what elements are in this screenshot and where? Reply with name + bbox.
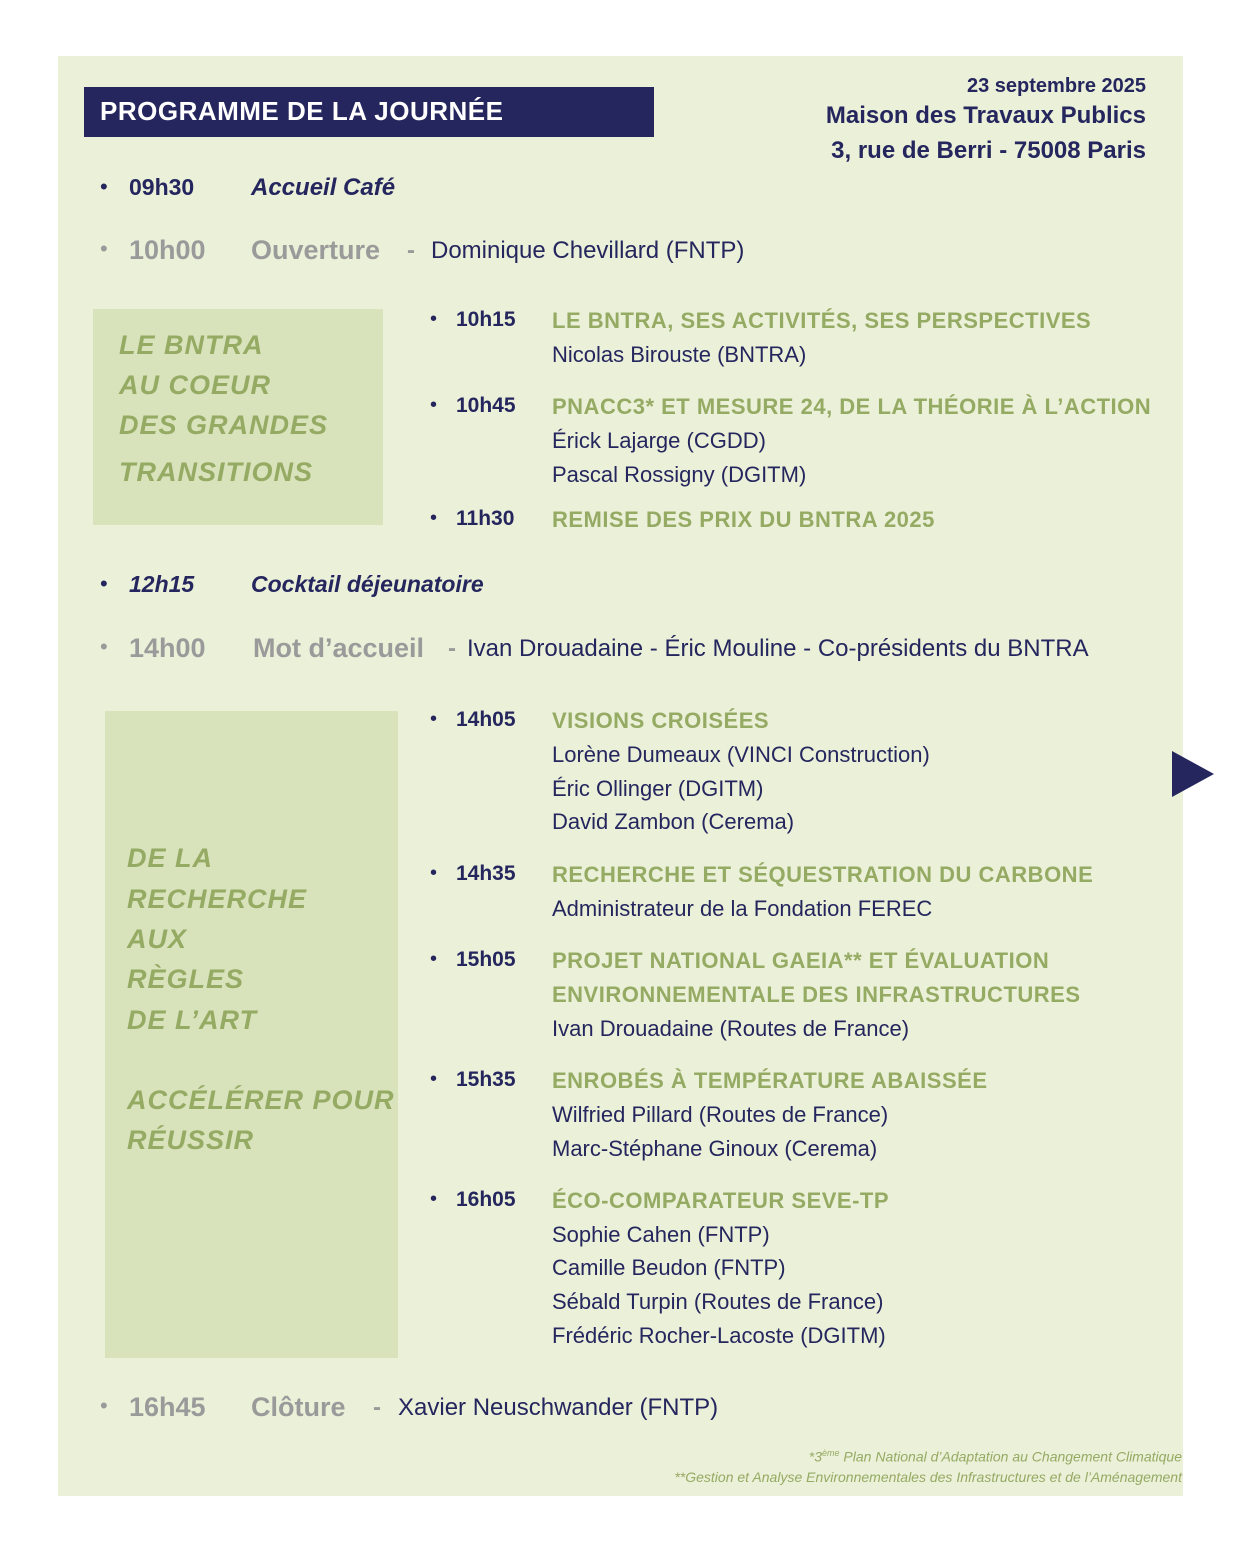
agenda-label: Ouverture (251, 235, 381, 265)
session-time: 10h45 (456, 394, 516, 417)
footnote-pnacc (809, 1448, 1182, 1465)
session-title: REMISE DES PRIX DU BNTRA 2025 (552, 507, 935, 532)
agenda-time: 09h30 (129, 174, 195, 200)
event-date: 23 septembre 2025 (966, 75, 1146, 97)
programme-title: PROGRAMME DE LA JOURNÉE (100, 96, 504, 126)
venue-name: Maison des Travaux Publics (825, 102, 1146, 129)
section-box-line: RÉUSSIR (127, 1125, 255, 1155)
separator-dash: - (407, 237, 415, 264)
bullet: • (430, 862, 438, 884)
agenda-time: 14h00 (129, 633, 206, 663)
session-speaker: Frédéric Rocher-Lacoste (DGITM) (552, 1323, 886, 1348)
session-title: PNACC3* ET MESURE 24, DE LA THÉORIE À L’ACTION (552, 394, 1152, 419)
section-box-line: DE L’ART (127, 1005, 258, 1035)
session-time: 10h15 (456, 308, 516, 331)
agenda-speaker: Xavier Neuschwander (FNTP) (398, 1394, 719, 1421)
session-time: 14h05 (456, 708, 516, 731)
separator-dash: - (448, 635, 456, 662)
agenda-time: 12h15 (129, 571, 195, 597)
session-speaker: Lorène Dumeaux (VINCI Construction) (552, 742, 930, 767)
session-speaker: Sébald Turpin (Routes de France) (552, 1289, 884, 1314)
agenda-time: 16h45 (129, 1392, 206, 1422)
agenda-label: Cocktail déjeunatoire (251, 571, 484, 597)
session-title: RECHERCHE ET SÉQUESTRATION DU CARBONE (552, 862, 1094, 887)
bullet: • (430, 1068, 438, 1090)
footnote-superscript: ème (822, 1448, 840, 1458)
session-speaker: Marc-Stéphane Ginoux (Cerema) (552, 1136, 878, 1161)
section-box-line: DE LA (127, 843, 213, 873)
bullet: • (430, 394, 438, 416)
bullet: • (100, 174, 108, 199)
session-time: 16h05 (456, 1188, 516, 1211)
section-box-line: RECHERCHE (127, 884, 308, 914)
session-speaker: Ivan Drouadaine (Routes de France) (552, 1016, 910, 1041)
section-box-line: LE BNTRA (119, 330, 264, 360)
venue-address: 3, rue de Berri - 75008 Paris (831, 137, 1146, 164)
section-box-line: AUX (127, 924, 188, 954)
footnote-prefix: *3 (808, 1448, 823, 1465)
bullet: • (100, 571, 108, 596)
bullet: • (100, 1393, 108, 1418)
programme-title-bar (84, 87, 654, 137)
session-time: 14h35 (456, 862, 516, 885)
section-box-line: RÈGLES (127, 964, 245, 994)
bullet: • (430, 948, 438, 970)
session-title: ÉCO-COMPARATEUR SEVE-TP (552, 1188, 890, 1213)
session-title: ENVIRONNEMENTALE DES INFRASTRUCTURES (552, 982, 1081, 1007)
bullet: • (430, 507, 438, 529)
triangle-right-icon[interactable] (1172, 751, 1214, 797)
bullet: • (430, 308, 438, 330)
bullet: • (100, 236, 108, 261)
section-box-line: ACCÉLÉRER POUR (127, 1085, 395, 1115)
footnote-text: Plan National d’Adaptation au Changement Climatique (839, 1448, 1182, 1465)
bullet: • (430, 708, 438, 730)
section-box-line: AU COEUR (119, 370, 272, 400)
session-title: VISIONS CROISÉES (552, 708, 770, 733)
session-time: 15h05 (456, 948, 516, 971)
session-speaker: David Zambon (Cerema) (552, 809, 795, 834)
section-box-line: DES GRANDES (119, 410, 329, 440)
session-speaker: Nicolas Birouste (BNTRA) (552, 342, 807, 367)
session-speaker: Administrateur de la Fondation FEREC (552, 896, 933, 921)
session-speaker: Camille Beudon (FNTP) (552, 1255, 786, 1280)
agenda-label: Mot d’accueil (253, 633, 425, 663)
agenda-speaker: Ivan Drouadaine - Éric Mouline - Co-présidents du BNTRA (467, 635, 1089, 662)
agenda-speaker: Dominique Chevillard (FNTP) (431, 237, 745, 264)
footnote-gaeia: **Gestion et Analyse Environnementales des Infrastructures et de l’Aménagement (674, 1469, 1182, 1485)
session-time: 15h35 (456, 1068, 516, 1091)
session-title: ENROBÉS À TEMPÉRATURE ABAISSÉE (552, 1068, 988, 1093)
agenda-label: Accueil Café (251, 174, 396, 201)
session-speaker: Pascal Rossigny (DGITM) (552, 462, 807, 487)
session-time: 11h30 (456, 507, 515, 530)
agenda-label: Clôture (251, 1392, 346, 1422)
agenda-time: 10h00 (129, 235, 206, 265)
separator-dash: - (373, 1394, 381, 1421)
session-speaker: Érick Lajarge (CGDD) (552, 428, 766, 453)
session-title: LE BNTRA, SES ACTIVITÉS, SES PERSPECTIVES (552, 308, 1092, 333)
bullet: • (430, 1188, 438, 1210)
session-speaker: Wilfried Pillard (Routes de France) (552, 1102, 889, 1127)
session-speaker: Sophie Cahen (FNTP) (552, 1222, 770, 1247)
section-box-line: TRANSITIONS (119, 457, 314, 487)
session-title: PROJET NATIONAL GAEIA** ET ÉVALUATION (552, 948, 1050, 973)
session-speaker: Éric Ollinger (DGITM) (552, 776, 764, 801)
bullet: • (100, 634, 108, 659)
